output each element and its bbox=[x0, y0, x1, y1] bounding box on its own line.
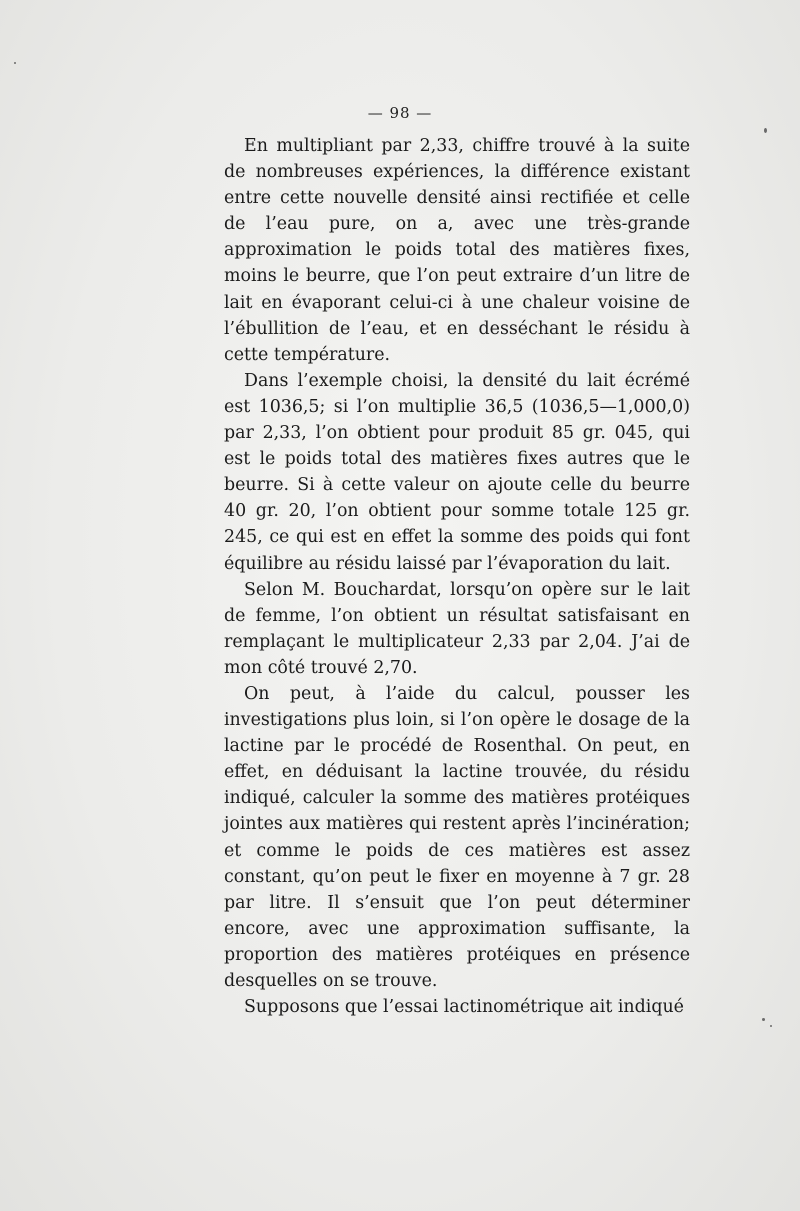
paragraph: Dans l’exemple choisi, la densité du lait écrémé est 1036,5; si l’on multiplie 36,5 (1036,5—1,000,0) par 2,33, l’on obtient pour produit 85 gr. 045, qui est le poids total des matières fixes autres que le beurre. Si à cette valeur on ajoute celle du beurre 40 gr. 20, l’on obtient pour somme totale 125 gr. 245, ce qui est en effet la somme des poids qui font équilibre au résidu laissé par l’évaporation du lait. bbox=[224, 370, 690, 574]
paragraph: Supposons que l’essai lactinométrique ait indiqué bbox=[244, 997, 684, 1018]
scan-speck bbox=[14, 62, 16, 64]
page-number: — 98 — bbox=[367, 104, 433, 122]
scan-speck bbox=[770, 1025, 772, 1027]
paragraph: On peut, à l’aide du calcul, pousser les investigations plus loin, si l’on opère le dosage de la lactine par le procédé de Rosenthal. On peut, en effet, en déduisant la lactine trouvée, du résidu indiqué, calculer la somme des matières protéiques jointes aux matières qui restent après l’incinération; et comme le poids de ces matières est assez constant, qu’on peut le fixer en moyenne à 7 gr. 28 par litre. Il s’ensuit que l’on peut déterminer encore, avec une approximation suffisante, la proportion des matières protéiques en présence desquelles on se trouve. bbox=[224, 683, 690, 991]
scan-speck bbox=[762, 1018, 765, 1021]
paragraph: En multipliant par 2,33, chiffre trouvé à la suite de nombreuses expériences, la différence existant entre cette nouvelle densité ainsi rectifiée et celle de l’eau pure, on a, avec une très-grande approximation le poids total des matières fixes, moins le beurre, que l’on peut extraire d’un litre de lait en évaporant celui-ci à une chaleur voisine de l’ébullition de l’eau, et en desséchant le résidu à cette température. bbox=[224, 136, 690, 365]
paragraph: Selon M. Bouchardat, lorsqu’on opère sur le lait de femme, l’on obtient un résultat satisfaisant en remplaçant le multiplicateur 2,33 par 2,04. J’ai de mon côté trouvé 2,70. bbox=[224, 579, 690, 678]
body-text bbox=[224, 133, 690, 1020]
scan-speck bbox=[764, 128, 767, 133]
